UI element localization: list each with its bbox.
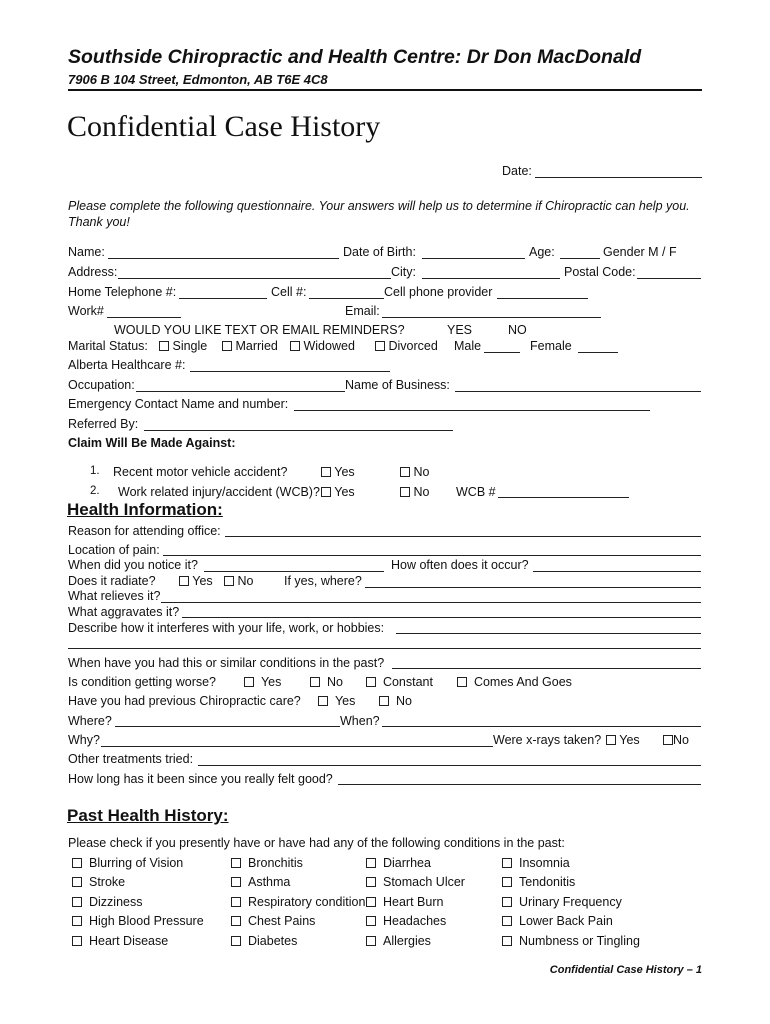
xrays-label: Were x-rays taken? bbox=[493, 733, 602, 747]
aggravates-field[interactable] bbox=[182, 617, 701, 618]
claim2-yes[interactable]: Yes bbox=[321, 485, 355, 499]
intro-text: Please complete the following questionnaire. Your answers will help us to determine if Chiropractic can help you. Thank you! bbox=[68, 199, 690, 229]
condition-item[interactable] bbox=[72, 875, 125, 889]
claim-heading: Claim Will Be Made Against: bbox=[68, 436, 236, 450]
condition-item[interactable] bbox=[231, 856, 303, 870]
condition-label: Diabetes bbox=[248, 934, 298, 948]
email-field[interactable] bbox=[382, 317, 601, 318]
condition-label: Diarrhea bbox=[383, 856, 431, 870]
radiate-where-label: If yes, where? bbox=[284, 574, 362, 588]
similar-field[interactable] bbox=[392, 668, 701, 669]
reminders-question: WOULD YOU LIKE TEXT OR EMAIL REMINDERS? bbox=[114, 323, 405, 337]
single-option[interactable]: Single bbox=[159, 339, 207, 353]
male-field[interactable] bbox=[484, 352, 520, 353]
claim2-number: 2. bbox=[90, 485, 100, 497]
date-label: Date: bbox=[502, 164, 532, 178]
claim2-no[interactable]: No bbox=[400, 485, 429, 499]
worse-label: Is condition getting worse? bbox=[68, 675, 217, 689]
widowed-checkbox[interactable] bbox=[290, 341, 300, 351]
condition-checkbox[interactable] bbox=[502, 877, 512, 887]
xrays-no-checkbox[interactable] bbox=[663, 735, 673, 745]
condition-item[interactable] bbox=[231, 895, 365, 909]
where2-label: Where? bbox=[68, 714, 112, 728]
condition-item[interactable] bbox=[231, 934, 297, 948]
condition-item[interactable] bbox=[231, 875, 290, 889]
single-checkbox[interactable] bbox=[159, 341, 169, 351]
work-field[interactable] bbox=[107, 317, 181, 318]
claim1-number: 1. bbox=[90, 465, 100, 477]
referred-label: Referred By: bbox=[68, 417, 139, 431]
comes-goes-option[interactable]: Comes And Goes bbox=[457, 675, 572, 689]
notice-field[interactable] bbox=[204, 571, 384, 572]
female-field[interactable] bbox=[578, 352, 618, 353]
how-long-label: How long has it been since you really felt good? bbox=[68, 772, 333, 786]
constant-checkbox[interactable] bbox=[366, 677, 376, 687]
condition-label: Allergies bbox=[383, 934, 431, 948]
condition-item[interactable] bbox=[366, 856, 431, 870]
age-label: Age: bbox=[529, 245, 555, 259]
condition-item[interactable] bbox=[502, 914, 613, 928]
claim1-label: Recent motor vehicle accident? bbox=[113, 465, 288, 479]
condition-item[interactable] bbox=[366, 914, 446, 928]
wcb-label: WCB # bbox=[456, 485, 496, 499]
wcb-field[interactable] bbox=[498, 497, 629, 498]
condition-item[interactable] bbox=[72, 934, 168, 948]
condition-checkbox[interactable] bbox=[502, 858, 512, 868]
location-label: Location of pain: bbox=[68, 543, 160, 557]
condition-label: Blurring of Vision bbox=[89, 856, 184, 870]
city-field[interactable] bbox=[422, 278, 560, 279]
radiate-yes-checkbox[interactable] bbox=[179, 576, 189, 586]
prev-chiro-no[interactable]: No bbox=[379, 694, 412, 708]
relieves-label: What relieves it? bbox=[68, 589, 161, 603]
practice-address: 7906 B 104 Street, Edmonton, AB T6E 4C8 bbox=[68, 72, 328, 87]
condition-checkbox[interactable] bbox=[231, 936, 241, 946]
condition-item[interactable] bbox=[366, 934, 431, 948]
condition-checkbox[interactable] bbox=[366, 858, 376, 868]
interferes-field[interactable] bbox=[396, 633, 701, 634]
married-checkbox[interactable] bbox=[222, 341, 232, 351]
home-tel-field[interactable] bbox=[179, 298, 267, 299]
condition-checkbox[interactable] bbox=[366, 916, 376, 926]
condition-item[interactable] bbox=[72, 895, 143, 909]
constant-option[interactable]: Constant bbox=[366, 675, 433, 689]
cell-provider-label: Cell phone provider bbox=[384, 285, 493, 299]
occupation-label: Occupation: bbox=[68, 378, 135, 392]
how-long-field[interactable] bbox=[338, 784, 701, 785]
condition-label: Respiratory condition bbox=[248, 895, 366, 909]
radiate-no-checkbox[interactable] bbox=[224, 576, 234, 586]
condition-item[interactable] bbox=[366, 875, 465, 889]
claim2-yes-checkbox[interactable] bbox=[321, 487, 331, 497]
radiate-yes[interactable]: Yes bbox=[179, 574, 213, 588]
address-field[interactable] bbox=[118, 278, 391, 279]
healthcare-field[interactable] bbox=[190, 371, 390, 372]
condition-label: Stomach Ulcer bbox=[383, 875, 465, 889]
past-heading: Past Health History: bbox=[67, 806, 229, 825]
condition-label: Heart Disease bbox=[89, 934, 169, 948]
postal-label: Postal Code: bbox=[564, 265, 636, 279]
health-heading: Health Information: bbox=[67, 500, 223, 519]
date-field[interactable] bbox=[535, 177, 702, 178]
emergency-label: Emergency Contact Name and number: bbox=[68, 397, 289, 411]
prev-chiro-label: Have you had previous Chiropractic care? bbox=[68, 694, 301, 708]
claim2-label: Work related injury/accident (WCB)? bbox=[118, 485, 320, 499]
condition-checkbox[interactable] bbox=[72, 936, 82, 946]
condition-label: Numbness or Tingling bbox=[519, 934, 640, 948]
healthcare-label: Alberta Healthcare #: bbox=[68, 358, 186, 372]
age-field[interactable] bbox=[560, 258, 600, 259]
email-label: Email: bbox=[345, 304, 380, 318]
condition-label: Urinary Frequency bbox=[519, 895, 622, 909]
condition-label: Asthma bbox=[248, 875, 291, 889]
divorced-checkbox[interactable] bbox=[375, 341, 385, 351]
prev-chiro-no-checkbox[interactable] bbox=[379, 696, 389, 706]
condition-checkbox[interactable] bbox=[231, 877, 241, 887]
condition-label: Chest Pains bbox=[248, 914, 316, 928]
claim1-no[interactable]: No bbox=[400, 465, 429, 479]
comes-goes-checkbox[interactable] bbox=[457, 677, 467, 687]
address-label: Address: bbox=[68, 265, 118, 279]
marital-label: Marital Status: bbox=[68, 339, 148, 353]
condition-checkbox[interactable] bbox=[231, 916, 241, 926]
condition-label: High Blood Pressure bbox=[89, 914, 204, 928]
other-treatments-label: Other treatments tried: bbox=[68, 752, 194, 766]
why-field[interactable] bbox=[101, 746, 493, 747]
reminders-no[interactable]: NO bbox=[508, 323, 527, 337]
worse-no-checkbox[interactable] bbox=[310, 677, 320, 687]
claim1-no-checkbox[interactable] bbox=[400, 467, 410, 477]
worse-yes[interactable]: Yes bbox=[244, 675, 281, 689]
how-often-field[interactable] bbox=[533, 571, 701, 572]
location-field[interactable] bbox=[163, 555, 701, 556]
condition-label: Bronchitis bbox=[248, 856, 303, 870]
radiate-no[interactable]: No bbox=[224, 574, 253, 588]
radiate-where-field[interactable] bbox=[365, 587, 701, 588]
postal-field[interactable] bbox=[637, 278, 701, 279]
condition-checkbox[interactable] bbox=[72, 858, 82, 868]
practice-name: Southside Chiropractic and Health Centre: Dr Don MacDonald bbox=[68, 46, 642, 68]
why-label: Why? bbox=[68, 733, 100, 747]
condition-item[interactable] bbox=[502, 875, 575, 889]
female-label: Female bbox=[530, 339, 572, 353]
worse-yes-checkbox[interactable] bbox=[244, 677, 254, 687]
claim1-yes-checkbox[interactable] bbox=[321, 467, 331, 477]
business-label: Name of Business: bbox=[345, 378, 450, 392]
condition-checkbox[interactable] bbox=[72, 897, 82, 907]
radiate-label: Does it radiate? bbox=[68, 574, 156, 588]
condition-checkbox[interactable] bbox=[366, 877, 376, 887]
reason-field[interactable] bbox=[225, 536, 701, 537]
condition-item[interactable] bbox=[366, 895, 443, 909]
header-rule bbox=[68, 89, 702, 91]
home-tel-label: Home Telephone #: bbox=[68, 285, 177, 299]
condition-checkbox[interactable] bbox=[72, 916, 82, 926]
when-label: When? bbox=[340, 714, 380, 728]
condition-item[interactable] bbox=[72, 914, 204, 928]
divorced-option[interactable]: Divorced bbox=[375, 339, 438, 353]
condition-checkbox[interactable] bbox=[366, 897, 376, 907]
condition-item[interactable] bbox=[72, 856, 183, 870]
dob-field[interactable] bbox=[422, 258, 525, 259]
condition-item[interactable] bbox=[502, 934, 640, 948]
interferes-label: Describe how it interferes with your life, work, or hobbies: bbox=[68, 621, 385, 635]
similar-label: When have you had this or similar conditions in the past? bbox=[68, 656, 385, 670]
condition-label: Headaches bbox=[383, 914, 447, 928]
name-label: Name: bbox=[68, 245, 105, 259]
married-option[interactable]: Married bbox=[222, 339, 278, 353]
condition-checkbox[interactable] bbox=[231, 858, 241, 868]
condition-item[interactable] bbox=[502, 895, 622, 909]
condition-item[interactable] bbox=[502, 856, 570, 870]
condition-label: Dizziness bbox=[89, 895, 143, 909]
condition-checkbox[interactable] bbox=[366, 936, 376, 946]
condition-label: Lower Back Pain bbox=[519, 914, 613, 928]
condition-label: Insomnia bbox=[519, 856, 570, 870]
cell-label: Cell #: bbox=[271, 285, 307, 299]
condition-checkbox[interactable] bbox=[502, 916, 512, 926]
condition-checkbox[interactable] bbox=[502, 897, 512, 907]
other-treatments-field[interactable] bbox=[198, 765, 701, 766]
emergency-field[interactable] bbox=[294, 410, 650, 411]
worse-no[interactable]: No bbox=[310, 675, 343, 689]
reminders-yes[interactable]: YES bbox=[447, 323, 473, 337]
business-field[interactable] bbox=[455, 391, 701, 392]
condition-checkbox[interactable] bbox=[502, 936, 512, 946]
cell-provider-field[interactable] bbox=[497, 298, 588, 299]
where2-field[interactable] bbox=[115, 726, 340, 727]
condition-item[interactable] bbox=[231, 914, 315, 928]
page-footer: Confidential Case History – 1 bbox=[549, 964, 702, 976]
claim2-no-checkbox[interactable] bbox=[400, 487, 410, 497]
cell-field[interactable] bbox=[309, 298, 384, 299]
interferes-field-2[interactable] bbox=[68, 648, 701, 649]
prev-chiro-yes[interactable]: Yes bbox=[318, 694, 355, 708]
gender-label: Gender M / F bbox=[603, 245, 677, 259]
notice-label: When did you notice it? bbox=[68, 558, 198, 572]
page-title: Confidential Case History bbox=[67, 110, 381, 143]
claim1-yes[interactable]: Yes bbox=[321, 465, 355, 479]
dob-label: Date of Birth: bbox=[343, 245, 416, 259]
xrays-yes[interactable]: Yes bbox=[606, 733, 640, 747]
male-label: Male bbox=[454, 339, 482, 353]
condition-checkbox[interactable] bbox=[231, 897, 241, 907]
xrays-no[interactable]: No bbox=[663, 733, 689, 747]
referred-field[interactable] bbox=[144, 430, 453, 431]
when-field[interactable] bbox=[382, 726, 701, 727]
condition-checkbox[interactable] bbox=[72, 877, 82, 887]
aggravates-label: What aggravates it? bbox=[68, 605, 180, 619]
work-label: Work# bbox=[68, 304, 104, 318]
name-field[interactable] bbox=[108, 258, 339, 259]
widowed-option[interactable]: Widowed bbox=[290, 339, 355, 353]
past-instruction: Please check if you presently have or have had any of the following conditions in the past: bbox=[68, 836, 565, 850]
city-label: City: bbox=[391, 265, 416, 279]
occupation-field[interactable] bbox=[136, 391, 345, 392]
condition-label: Heart Burn bbox=[383, 895, 444, 909]
prev-chiro-yes-checkbox[interactable] bbox=[318, 696, 328, 706]
condition-label: Tendonitis bbox=[519, 875, 576, 889]
how-often-label: How often does it occur? bbox=[391, 558, 529, 572]
xrays-yes-checkbox[interactable] bbox=[606, 735, 616, 745]
relieves-field[interactable] bbox=[161, 602, 701, 603]
reason-label: Reason for attending office: bbox=[68, 524, 221, 538]
condition-label: Stroke bbox=[89, 875, 126, 889]
